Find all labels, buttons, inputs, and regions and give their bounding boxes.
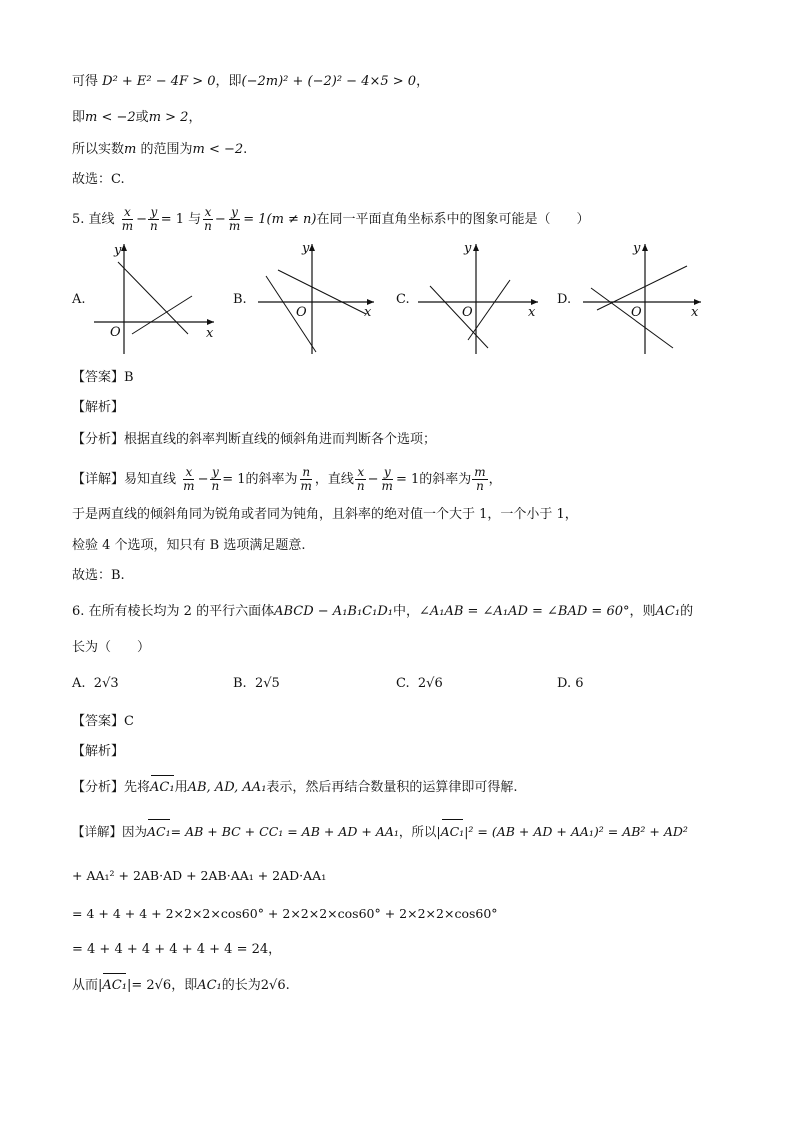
q5-xiangjie-line-3: 检验 4 个选项，知只有 B 选项满足题意. [72, 538, 306, 553]
q5-xiangjie: 【详解】易知直线 $\frac{x}{m}$ − $\frac{y}{n}$ = 1的斜率为 $\frac{n}{m}$ ，直线 $\frac{x}{n}$ − $\frac{y}{m}$ = 1的斜率为 $\frac{m}{n}$ ， [72, 465, 502, 493]
origin-label: O [296, 305, 307, 320]
origin-label: O [631, 305, 642, 320]
q6-option-d: D. 6 [557, 676, 584, 691]
q5-option-b-label: B. [233, 292, 247, 307]
q5-option-a-label: A. [72, 292, 86, 307]
q6-option-a: A. 2√3 [72, 676, 119, 691]
q5-answer: 【答案】B [72, 370, 134, 385]
q5-xiangjie-line-2: 于是两直线的倾斜角同为锐角或者同为钝角，且斜率的绝对值一个大于 1，一个小于 1， [72, 507, 578, 522]
y-axis-label: y [633, 241, 641, 256]
frac: $\frac{x}{n}$ [356, 465, 365, 493]
q5-option-c-label: C. [396, 292, 410, 307]
q6-number: 6. [72, 604, 85, 619]
prev-line-3: 所以实数m 的范围为m < −2. [72, 142, 248, 157]
frac: $\frac{y}{n}$ [211, 465, 220, 493]
q5-option-c-graph [410, 236, 550, 360]
q6-analysis-tag: 【解析】 [72, 744, 125, 759]
origin-label: O [110, 325, 121, 340]
q5-number: 5. [72, 212, 85, 227]
x-axis-label: x [691, 305, 699, 320]
x-axis-label: x [206, 326, 214, 341]
q5-analysis-tag: 【解析】 [72, 400, 125, 415]
origin-label: O [462, 305, 473, 320]
q5-fenxi: 【分析】根据直线的斜率判断直线的倾斜角进而判断各个选项； [72, 432, 437, 447]
frac: $\frac{y}{m}$ [228, 205, 241, 233]
q6-option-b: B. 2√5 [233, 676, 280, 691]
prev-line-2: 即m < −2或m > 2， [72, 110, 202, 125]
frac: $\frac{y}{m}$ [381, 465, 393, 493]
x-axis-label: x [528, 305, 536, 320]
frac: $\frac{x}{n}$ [204, 205, 212, 233]
frac: $\frac{n}{m}$ [300, 465, 312, 493]
frac: $\frac{y}{n}$ [150, 205, 158, 233]
frac: $\frac{x}{m}$ [121, 205, 134, 233]
q5-stem: 5. 直线 $\frac{x}{m}$ − $\frac{y}{n}$ = 1 与 $\frac{x}{n}$ − $\frac{y}{m}$ = 1(m ≠ n)在同一平面直角坐标系中的图象可能是（ ） [72, 205, 590, 233]
q6-xiangjie-line-4: = 4 + 4 + 4 + 4 + 4 + 4 = 24， [72, 942, 282, 957]
q5-final-answer: 故选：B. [72, 568, 125, 583]
prev-answer-line: 故选：C. [72, 172, 125, 187]
answer-tag: 【答案】 [72, 370, 125, 385]
q6-fenxi: 【分析】先将AC₁用AB, AD, AA₁表示，然后再结合数量积的运算律即可得解. [72, 778, 754, 798]
q6-xiangjie: 【详解】因为AC₁= AB + BC + CC₁ = AB + AD + AA₁，所以|AC₁|² = (AB + AD + AA₁)² = AB² + AD² [72, 822, 754, 842]
q5-option-b-graph [248, 236, 388, 360]
y-axis-label: y [114, 243, 122, 258]
q5-option-d-label: D. [557, 292, 572, 307]
q5-option-a-graph [82, 236, 222, 360]
q6-stem: 6. 在所有棱长均为 2 的平行六面体ABCD − A₁B₁C₁D₁中，∠A₁AB = ∠A₁AD = ∠BAD = 60°，则AC₁的 [72, 604, 694, 619]
y-axis-label: y [464, 241, 472, 256]
q6-xiangjie-line-3: = 4 + 4 + 4 + 2×2×2×cos60° + 2×2×2×cos60° + 2×2×2×cos60° [72, 906, 498, 921]
x-axis-label: x [364, 305, 372, 320]
q6-xiangjie-line-2: + AA₁² + 2AB·AD + 2AB·AA₁ + 2AD·AA₁ [72, 868, 327, 883]
q6-answer: 【答案】C [72, 714, 134, 729]
q6-stem-line-2: 长为（ ） [72, 640, 151, 655]
q5-option-d-graph [575, 236, 715, 360]
q6-xiangjie-line-5: 从而|AC₁|= 2√6，即AC₁的长为2√6. [72, 976, 754, 996]
frac: $\frac{m}{n}$ [474, 465, 486, 493]
prev-line-1: 可得 D² + E² − 4F > 0，即(−2m)² + (−2)² − 4×5 > 0， [72, 74, 430, 89]
q6-option-c: C. 2√6 [396, 676, 443, 691]
y-axis-label: y [302, 241, 310, 256]
frac: $\frac{x}{m}$ [183, 465, 195, 493]
